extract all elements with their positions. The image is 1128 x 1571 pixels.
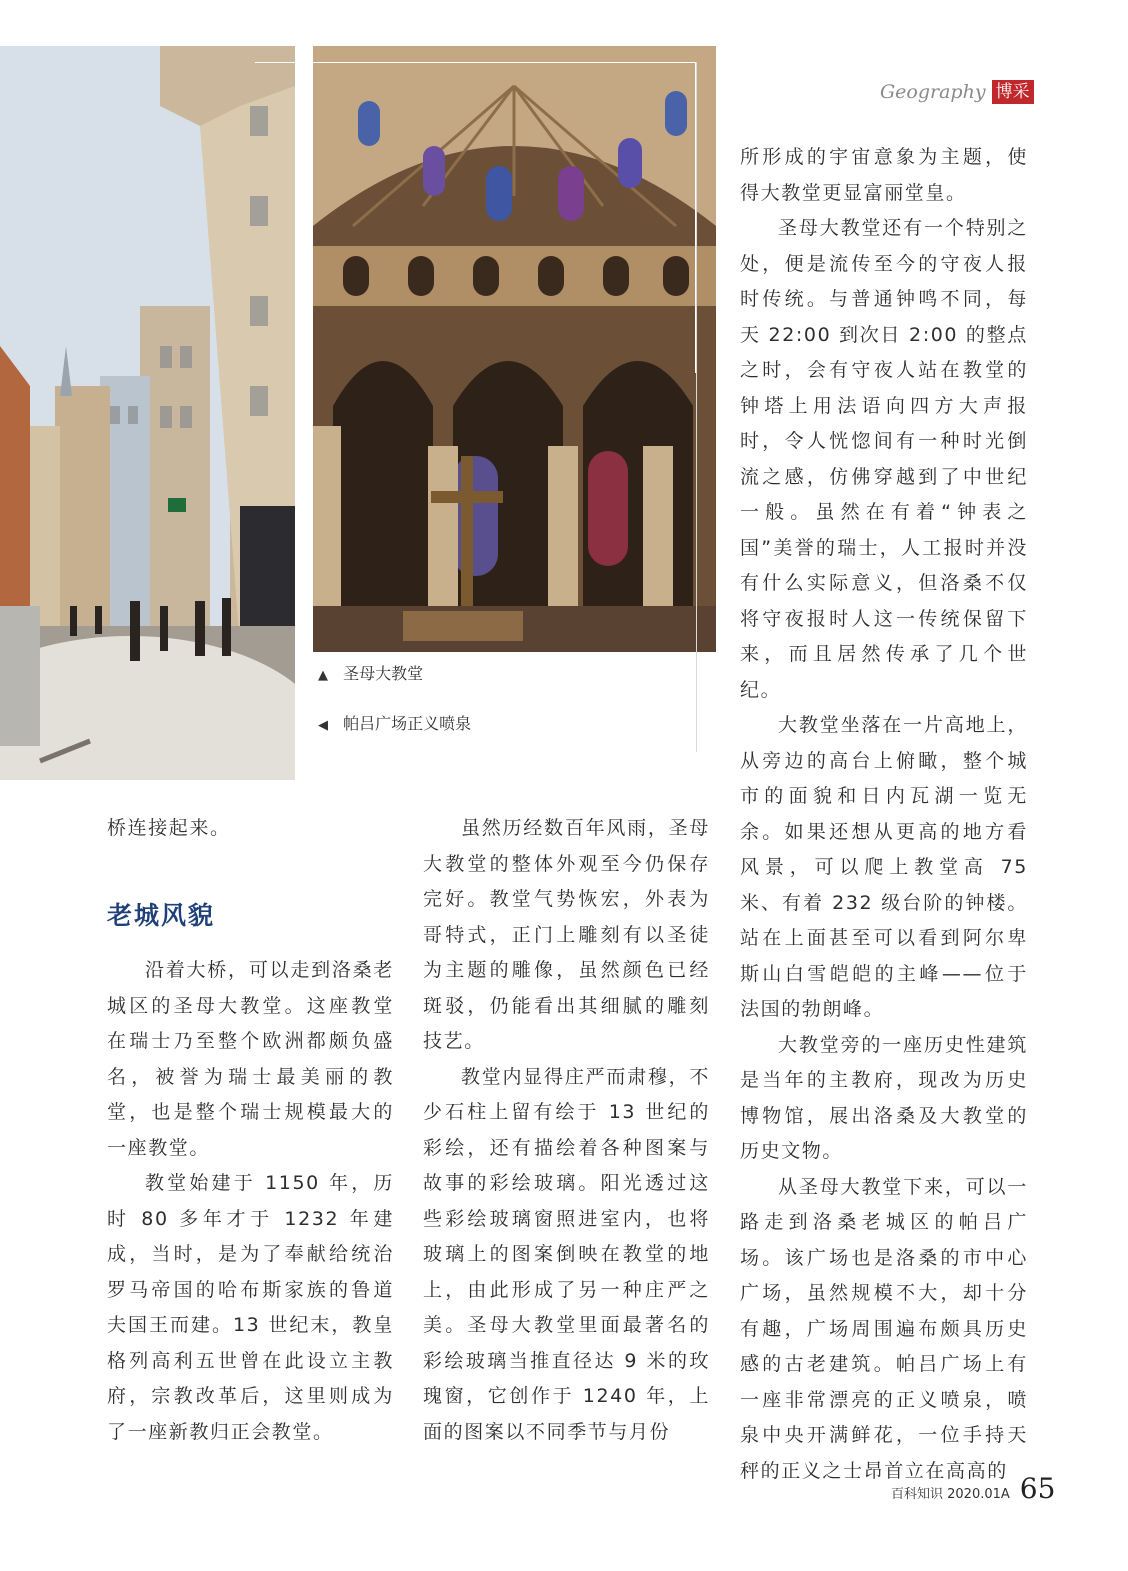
column-1-lead bbox=[107, 811, 394, 847]
paragraph: 教堂内显得庄严而肃穆，不少石柱上留有绘于 13 世纪的彩绘，还有描绘着各种图案与故事的彩绘玻璃。阳光透过这些彩绘玻璃窗照进室内，也将玻璃上的图案倒映在教堂的地上，由此形成了另一种庄严之美。圣母大教堂里面最著名的彩绘玻璃当推直径达 9 米的玫瑰窗，它创作于 1240 年，上面的图案以不同季节与月份 bbox=[423, 1065, 710, 1443]
paragraph: 教堂始建于 1150 年，历时 80 多年才于 1232 年建成，当时，是为了奉献给统治罗马帝国的哈布斯家族的鲁道夫国王而建。13 世纪末，教皇格列高利五世曾在此设立主教府，宗教改革后，这里则成为了一座新教归正会教堂。 bbox=[107, 1172, 394, 1443]
paragraph: 大教堂旁的一座历史性建筑是当年的主教府，现改为历史博物馆，展出洛桑及大教堂的历史文物。 bbox=[740, 1033, 1028, 1162]
decorative-frame-line-right bbox=[696, 62, 697, 752]
triangle-left-icon: ◀ bbox=[318, 718, 328, 733]
caption-cathedral bbox=[318, 661, 423, 684]
paragraph: 沿着大桥，可以走到洛桑老城区的圣母大教堂。这座教堂在瑞士乃至整个欧洲都颇负盛名，被誉为瑞士最美丽的教堂，也是整个瑞士规模最大的一座教堂。 bbox=[107, 959, 394, 1159]
column-3-body bbox=[740, 140, 1028, 1489]
paragraph: 虽然历经数百年风雨，圣母大教堂的整体外观至今仍保存完好。教堂气势恢宏，外表为哥特式，正门上雕刻有以圣徒为主题的雕像，虽然颜色已经斑驳，仍能看出其细腻的雕刻技艺。 bbox=[423, 817, 710, 1052]
page-number: 65 bbox=[1019, 1472, 1056, 1505]
paragraph: 大教堂坐落在一片高地上，从旁边的高台上俯瞰，整个城市的面貌和日内瓦湖一览无余。如果还想从更高的地方看风景，可以爬上教堂高 75 米、有着 232 级台阶的钟楼。站在上面甚至可以看到阿尔卑斯山白雪皑皑的主峰——位于法国的勃朗峰。 bbox=[740, 714, 1028, 1020]
photo-street-fountain bbox=[0, 46, 295, 780]
section-name-en: Geography bbox=[880, 81, 986, 103]
section-title: 老城风貌 bbox=[107, 901, 216, 930]
paragraph: 从圣母大教堂下来，可以一路走到洛桑老城区的帕吕广场。该广场也是洛桑的市中心广场，虽然规模不大，却十分有趣，广场周围遍布颇具历史感的古老建筑。帕吕广场上有一座非常漂亮的正义喷泉，喷泉中央开满鲜花，一位手持天秤的正义之士昂首立在高高的 bbox=[740, 1175, 1028, 1482]
column-2-body bbox=[423, 811, 710, 1450]
section-header bbox=[880, 80, 1034, 104]
street-scene-illustration bbox=[0, 46, 295, 780]
decorative-frame-line bbox=[255, 62, 696, 373]
caption-fountain-text: 帕吕广场正义喷泉 bbox=[343, 714, 472, 733]
paragraph: 所形成的宇宙意象为主题，使得大教堂更显富丽堂皇。 bbox=[740, 146, 1028, 204]
section-tag: 博采 bbox=[992, 80, 1034, 104]
triangle-up-icon: ▲ bbox=[318, 668, 328, 683]
paragraph: 圣母大教堂还有一个特别之处，便是流传至今的守夜人报时传统。与普通钟鸣不同，每天 22:00 到次日 2:00 的整点之时，会有守夜人站在教堂的钟塔上用法语向四方大声报时，令人恍惚间有一种时光倒流之感，仿佛穿越到了中世纪一般。虽然在有着“钟表之国”美誉的瑞士，人工报时并没有什么实际意义，但洛桑不仅将守夜报时人这一传统保留下来，而且居然传承了几个世纪。 bbox=[740, 217, 1028, 701]
caption-fountain bbox=[318, 711, 471, 734]
page-footer bbox=[891, 1472, 1055, 1505]
paragraph: 桥连接起来。 bbox=[107, 817, 231, 839]
magazine-issue: 百科知识 2020.01A bbox=[891, 1487, 1010, 1502]
caption-cathedral-text: 圣母大教堂 bbox=[343, 664, 424, 683]
column-1-body bbox=[107, 953, 394, 1450]
